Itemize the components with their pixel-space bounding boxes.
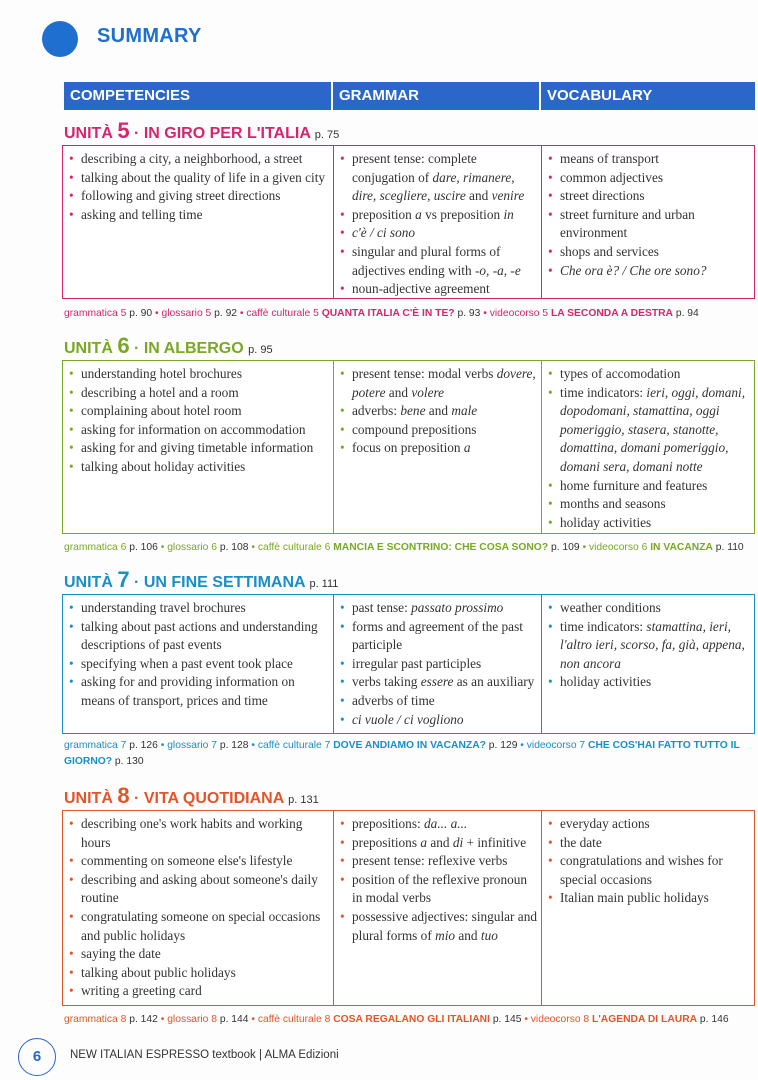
list-item: • adverbs of time [340,692,538,711]
list-item: • congratulating someone on special occasions and public holidays [69,908,329,945]
reference-item: grammatica 5 p. 90 [64,308,153,319]
list-item: • position of the reflexive pronoun in modal verbs [340,871,538,908]
grammar-cell [333,595,542,733]
reference-item: glossario 5 p. 92 [161,308,238,319]
page-number: 6 [18,1038,56,1076]
list-item: • talking about the quality of life in a given city [69,169,329,188]
list-item: • focus on preposition a [340,439,538,458]
competencies-cell [63,146,333,298]
list-item: • understanding hotel brochures [69,365,329,384]
reference-item: glossario 6 p. 108 [167,542,249,553]
list-item: • weather conditions [548,599,751,618]
list-item: • noun-adjective agreement [340,280,538,299]
unit-name: · IN GIRO PER L'ITALIA [134,125,311,142]
list-item: • saying the date [69,945,329,964]
reference-item: caffè culturale 7 [257,740,334,751]
list-item: • holiday activities [548,514,751,533]
list-item: • types of accomodation [548,365,751,384]
list-item: • present tense: modal verbs dovere, potere and volere [340,365,538,402]
list-item: • congratulations and wishes for special occasions [548,852,751,889]
footer-text: NEW ITALIAN ESPRESSO textbook | ALMA Edizioni [70,1049,339,1061]
list-item: • street furniture and urban environment [548,206,751,243]
unit-label: UNITÀ [64,125,113,142]
list-item: • present tense: complete conjugation of dare, rimanere, dire, scegliere, uscire and venire [340,150,538,206]
list-item: • talking about public holidays [69,964,329,983]
reference-item: caffè culturale 5 [246,308,322,319]
list-item: • irregular past participles [340,655,538,674]
unit-title-7 [64,567,338,593]
grammar-cell [333,361,542,533]
list-item: • home furniture and features [548,477,751,496]
list-item: • complaining about hotel room [69,402,329,421]
list-item: • present tense: reflexive verbs [340,852,538,871]
list-item: • common adjectives [548,169,751,188]
unit-number: 6 [117,333,130,358]
unit-references-5: grammatica 5 p. 90 • glossario 5 p. 92 • caffè culturale 5 QUANTA ITALIA C'È IN TE? p. 93 • videocorso 5 LA SECONDA A DESTRA p. 94 [64,308,699,319]
grammar-cell [333,146,542,298]
unit-box-7 [62,594,755,734]
list-item: • prepositions a and di + infinitive [340,834,538,853]
list-item: • forms and agreement of the past participle [340,618,538,655]
unit-label: UNITÀ [64,790,113,807]
unit-number: 7 [117,567,130,592]
unit-page: p. 111 [309,578,339,590]
grammar-cell [333,811,542,1005]
list-item: • describing one's work habits and working hours [69,815,329,852]
list-item: • shops and services [548,243,751,262]
page-title: SUMMARY [97,25,202,47]
list-item: • understanding travel brochures [69,599,329,618]
unit-box-8 [62,810,755,1006]
unit-title-6 [64,333,273,359]
competencies-cell [63,361,333,533]
list-item: • describing a hotel and a room [69,384,329,403]
reference-item: videocorso 8 [530,1014,593,1025]
list-item: • everyday actions [548,815,751,834]
list-item: • following and giving street directions [69,187,329,206]
list-item: • asking and telling time [69,206,329,225]
reference-item: caffè culturale 6 [257,542,334,553]
vocabulary-cell [541,361,755,533]
list-item: • writing a greeting card [69,982,329,1001]
unit-references-7: grammatica 7 p. 126 • glossario 7 p. 128 • caffè culturale 7 DOVE ANDIAMO IN VACANZA? p. 129 • videocorso 7 CHE COS'HAI FATTO TUTTO IL GIORNO? p. 130 [64,740,740,767]
list-item: • preposition a vs preposition in [340,206,538,225]
list-item: • asking for information on accommodation [69,421,329,440]
reference-item: videocorso 5 [489,308,551,319]
unit-label: UNITÀ [64,574,113,591]
list-item: • verbs taking essere as an auxiliary [340,673,538,692]
reference-item: videocorso 6 [588,542,651,553]
unit-references-8: grammatica 8 p. 142 • glossario 8 p. 144 • caffè culturale 8 COSA REGALANO GLI ITALIANI p. 145 • videocorso 8 L'AGENDA DI LAURA p. 146 [64,1014,729,1025]
competencies-cell [63,811,333,1005]
list-item: • talking about holiday activities [69,458,329,477]
list-item: • Che ora è? / Che ore sono? [548,262,751,281]
unit-number: 8 [117,783,130,808]
unit-references-6: grammatica 6 p. 106 • glossario 6 p. 108 • caffè culturale 6 MANCIA E SCONTRINO: CHE COSA SONO? p. 109 • videocorso 6 IN VACANZA p. 110 [64,542,744,553]
reference-item: caffè culturale 8 [257,1014,334,1025]
vocabulary-cell [541,811,755,1005]
unit-page: p. 75 [314,129,340,141]
list-item: • past tense: passato prossimo [340,599,538,618]
list-item: • the date [548,834,751,853]
list-item: • time indicators: ieri, oggi, domani, dopodomani, stamattina, oggi pomeriggio, stasera, stanotte, domattina, domani pomeriggio, domani sera, domani notte [548,384,751,477]
list-item: • talking about past actions and understanding descriptions of past events [69,618,329,655]
unit-name: · IN ALBERGO [134,340,244,357]
reference-item: grammatica 7 p. 126 [64,740,158,751]
unit-title-8 [64,783,319,809]
unit-title-5 [64,118,339,144]
column-header-competencies: COMPETENCIES [64,82,331,110]
list-item: • ci vuole / ci vogliono [340,711,538,730]
list-item: • describing a city, a neighborhood, a street [69,150,329,169]
list-item: • prepositions: da... a... [340,815,538,834]
list-item: • asking for and providing information on means of transport, prices and time [69,673,329,710]
unit-box-5 [62,145,755,299]
list-item: • months and seasons [548,495,751,514]
reference-item: glossario 8 p. 144 [167,1014,249,1025]
title-circle-icon [42,21,78,57]
competencies-cell [63,595,333,733]
unit-number: 5 [117,118,130,143]
list-item: • singular and plural forms of adjectives ending with -o, -a, -e [340,243,538,280]
unit-name: · UN FINE SETTIMANA [134,574,305,591]
list-item: • specifying when a past event took place [69,655,329,674]
list-item: • Italian main public holidays [548,889,751,908]
vocabulary-cell [541,146,755,298]
column-header-vocabulary: VOCABULARY [541,82,755,110]
reference-item: videocorso 7 [526,740,589,751]
list-item: • c'è / ci sono [340,224,538,243]
list-item: • describing and asking about someone's daily routine [69,871,329,908]
vocabulary-cell [541,595,755,733]
list-item: • adverbs: bene and male [340,402,538,421]
list-item: • compound prepositions [340,421,538,440]
unit-name: · VITA QUOTIDIANA [134,790,284,807]
unit-box-6 [62,360,755,534]
list-item: • means of transport [548,150,751,169]
unit-page: p. 131 [288,794,319,806]
list-item: • possessive adjectives: singular and plural forms of mio and tuo [340,908,538,945]
unit-label: UNITÀ [64,340,113,357]
list-item: • asking for and giving timetable information [69,439,329,458]
list-item: • time indicators: stamattina, ieri, l'altro ieri, scorso, fa, già, appena, non ancora [548,618,751,674]
unit-page: p. 95 [248,344,273,356]
list-item: • holiday activities [548,673,751,692]
list-item: • street directions [548,187,751,206]
column-header-grammar: GRAMMAR [333,82,539,110]
reference-item: glossario 7 p. 128 [167,740,249,751]
reference-item: grammatica 6 p. 106 [64,542,158,553]
list-item: • commenting on someone else's lifestyle [69,852,329,871]
reference-item: grammatica 8 p. 142 [64,1014,158,1025]
